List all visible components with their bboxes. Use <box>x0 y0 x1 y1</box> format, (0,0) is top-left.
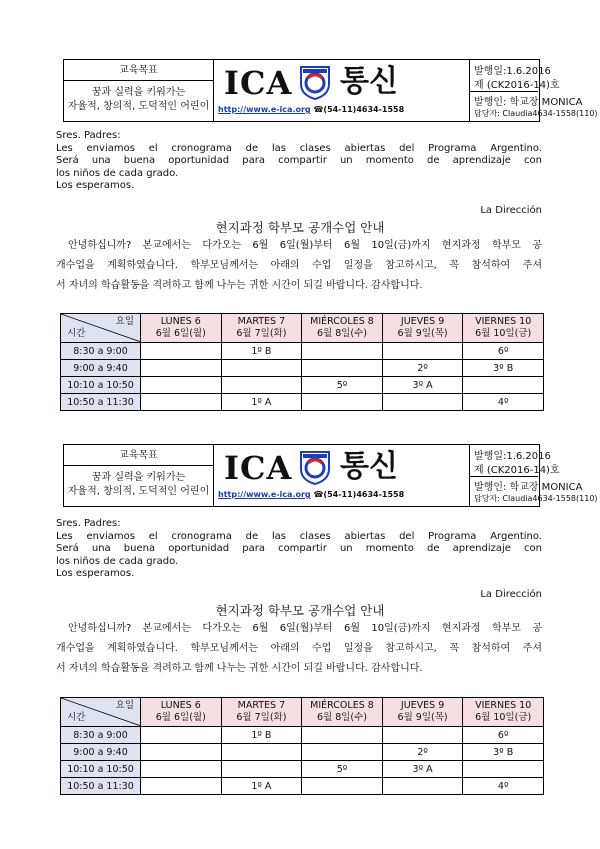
edu-goal-cell <box>64 445 214 506</box>
letter-line4: Los esperamos. <box>56 568 135 579</box>
logo-ica-text: ICA <box>224 64 293 102</box>
motto-line2: 자율적, 창의적, 도덕적인 어린이 <box>67 486 210 497</box>
letter-spanish <box>56 130 542 193</box>
schedule-cell: 2º <box>382 744 463 761</box>
time-slot: 10:10 a 10:50 <box>61 761 141 778</box>
school-url-link[interactable]: http://www.e-ica.org <box>218 105 311 114</box>
schedule-cell: 5º <box>302 377 383 394</box>
schedule-cell: 3º A <box>382 377 463 394</box>
header-box <box>63 59 598 122</box>
day-header-mon: LUNES 6 6월 6일(월) <box>141 314 222 343</box>
header-box <box>63 444 598 507</box>
table-row <box>61 778 544 795</box>
logo-ica-text: ICA <box>224 449 293 487</box>
corner-time-label: 시간 <box>67 712 86 723</box>
letter-line3: los niños de cada grado. <box>56 555 179 567</box>
issue-date: 발행일:1.6.2016 <box>474 66 551 77</box>
motto-line2: 자율적, 창의적, 도덕적인 어린이 <box>67 101 210 112</box>
publisher: 발행인: 학교장 MONICA <box>474 482 583 493</box>
notice-top <box>0 0 600 424</box>
notice-bottom <box>0 424 600 848</box>
letter-greeting: Sres. Padres: <box>56 518 121 529</box>
school-url-link[interactable]: http://www.e-ica.org <box>218 490 311 499</box>
schedule-cell: 1º B <box>221 343 302 360</box>
day-header-thu: JUEVES 9 6월 9일(목) <box>382 698 463 727</box>
motto-line1: 꿈과 실력을 키워가는 <box>91 87 186 98</box>
time-slot: 10:50 a 11:30 <box>61 394 141 411</box>
schedule-cell: 4º <box>463 778 544 795</box>
letter-line1: Les enviamos el cronograma de las clases abiertas del Programa Argentino. <box>56 142 542 154</box>
intro-line1: 안녕하십니까? 본교에서는 다가오는 6월 6일(월)부터 6월 10일(금)까지 현지과정 학부모 공 <box>68 240 542 251</box>
issue-number: 제 (CK2016-14)호 <box>474 465 560 476</box>
time-slot: 10:50 a 11:30 <box>61 778 141 795</box>
edu-goal-label: 교육목표 <box>64 445 213 466</box>
logo-cell <box>214 445 470 506</box>
notice-title: 현지과정 학부모 공개수업 안내 <box>215 603 385 618</box>
notice-intro <box>56 619 542 679</box>
school-phone: ☎(54-11)4634-1558 <box>313 105 405 114</box>
logo-cell <box>214 60 470 121</box>
schedule-cell <box>302 343 383 360</box>
schedule-cell: 2º <box>382 360 463 377</box>
day-header-wed: MIÉRCOLES 8 6월 8일(수) <box>302 314 383 343</box>
publisher: 발행인: 학교장 MONICA <box>474 97 583 108</box>
motto-line1: 꿈과 실력을 키워가는 <box>91 472 186 483</box>
contact-person: 담당자: Claudia4634-1558(110) <box>474 494 598 503</box>
schedule-cell <box>382 778 463 795</box>
schedule-cell <box>141 778 222 795</box>
schedule-cell <box>221 360 302 377</box>
schedule-cell <box>382 343 463 360</box>
schedule-cell: 1º A <box>221 778 302 795</box>
intro-line1: 안녕하십니까? 본교에서는 다가오는 6월 6일(월)부터 6월 10일(금)까지 현지과정 학부모 공 <box>68 623 542 634</box>
schedule-cell <box>302 360 383 377</box>
letter-line2: Será una buena oportunidad para compartir un momento de aprendizaje con <box>56 543 542 554</box>
schedule-cell <box>382 727 463 744</box>
schedule-cell: 3º B <box>463 744 544 761</box>
schedule-cell <box>221 377 302 394</box>
time-slot: 10:10 a 10:50 <box>61 377 141 394</box>
schedule-cell <box>463 761 544 778</box>
letter-spanish <box>56 518 542 581</box>
letter-line4: Los esperamos. <box>56 180 135 191</box>
issue-number: 제 (CK2016-14)호 <box>474 80 560 91</box>
school-emblem-icon <box>298 449 332 485</box>
edu-goal-label: 교육목표 <box>64 60 213 81</box>
schedule-cell <box>141 377 222 394</box>
logo-tongsin-text: 통신 <box>340 449 398 484</box>
table-row <box>61 761 544 778</box>
schedule-table <box>60 313 544 411</box>
letter-line1: Les enviamos el cronograma de las clases abiertas del Programa Argentino. <box>56 530 542 542</box>
notice-intro <box>56 236 542 296</box>
day-header-wed: MIÉRCOLES 8 6월 8일(수) <box>302 698 383 727</box>
time-slot: 8:30 a 9:00 <box>61 343 141 360</box>
contact-person: 담당자: Claudia4634-1558(110) <box>474 109 598 118</box>
day-header-tue: MARTES 7 6월 7일(화) <box>221 698 302 727</box>
schedule-cell <box>382 394 463 411</box>
letter-line2: Será una buena oportunidad para compartir un momento de aprendizaje con <box>56 155 542 166</box>
corner-day-label: 요일 <box>115 700 134 711</box>
day-header-fri: VIERNES 10 6월 10일(금) <box>463 314 544 343</box>
schedule-cell <box>141 394 222 411</box>
schedule-table <box>60 697 544 795</box>
table-row <box>61 727 544 744</box>
table-row <box>61 744 544 761</box>
schedule-cell <box>302 727 383 744</box>
schedule-cell <box>141 360 222 377</box>
letter-line3: los niños de cada grado. <box>56 167 179 179</box>
day-header-thu: JUEVES 9 6월 9일(목) <box>382 314 463 343</box>
schedule-cell <box>141 761 222 778</box>
letter-signature: La Dirección <box>480 205 542 216</box>
schedule-cell <box>141 727 222 744</box>
schedule-cell <box>141 744 222 761</box>
schedule-cell <box>463 377 544 394</box>
day-header-mon: LUNES 6 6월 6일(월) <box>141 698 222 727</box>
intro-line3: 서 자녀의 학습활동을 격려하고 함께 나누는 귀한 시간이 되길 바랍니다. 감사합니다. <box>56 280 423 291</box>
schedule-cell: 6º <box>463 727 544 744</box>
intro-line3: 서 자녀의 학습활동을 격려하고 함께 나누는 귀한 시간이 되길 바랍니다. 감사합니다. <box>56 663 423 674</box>
corner-day-label: 요일 <box>115 316 134 327</box>
time-slot: 9:00 a 9:40 <box>61 744 141 761</box>
schedule-corner <box>61 314 141 343</box>
edu-goal-cell <box>64 60 214 121</box>
schedule-cell <box>221 761 302 778</box>
schedule-cell: 6º <box>463 343 544 360</box>
school-phone: ☎(54-11)4634-1558 <box>313 490 405 499</box>
schedule-corner <box>61 698 141 727</box>
schedule-cell <box>221 744 302 761</box>
day-header-fri: VIERNES 10 6월 10일(금) <box>463 698 544 727</box>
day-header-tue: MARTES 7 6월 7일(화) <box>221 314 302 343</box>
schedule-cell: 1º A <box>221 394 302 411</box>
schedule-cell: 5º <box>302 761 383 778</box>
time-slot: 8:30 a 9:00 <box>61 727 141 744</box>
intro-line2: 개수업을 계획하였습니다. 학부모님께서는 아래의 수업 일정을 참고하시고, 꼭 참석하여 주셔 <box>56 643 542 654</box>
schedule-cell: 3º B <box>463 360 544 377</box>
schedule-cell <box>141 343 222 360</box>
time-slot: 9:00 a 9:40 <box>61 360 141 377</box>
schedule-cell <box>302 778 383 795</box>
schedule-cell: 3º A <box>382 761 463 778</box>
issue-date: 발행일:1.6.2016 <box>474 451 551 462</box>
intro-line2: 개수업을 계획하였습니다. 학부모님께서는 아래의 수업 일정을 참고하시고, 꼭 참석하여 주셔 <box>56 260 542 271</box>
corner-time-label: 시간 <box>67 328 86 339</box>
schedule-cell: 4º <box>463 394 544 411</box>
schedule-cell <box>302 394 383 411</box>
table-row <box>61 343 544 360</box>
letter-greeting: Sres. Padres: <box>56 130 121 141</box>
notice-title: 현지과정 학부모 공개수업 안내 <box>215 220 385 235</box>
table-row <box>61 377 544 394</box>
schedule-cell <box>302 744 383 761</box>
letter-signature: La Dirección <box>480 589 542 600</box>
school-emblem-icon <box>298 64 332 100</box>
logo-tongsin-text: 통신 <box>340 64 398 99</box>
schedule-cell: 1º B <box>221 727 302 744</box>
table-row <box>61 394 544 411</box>
table-row <box>61 360 544 377</box>
